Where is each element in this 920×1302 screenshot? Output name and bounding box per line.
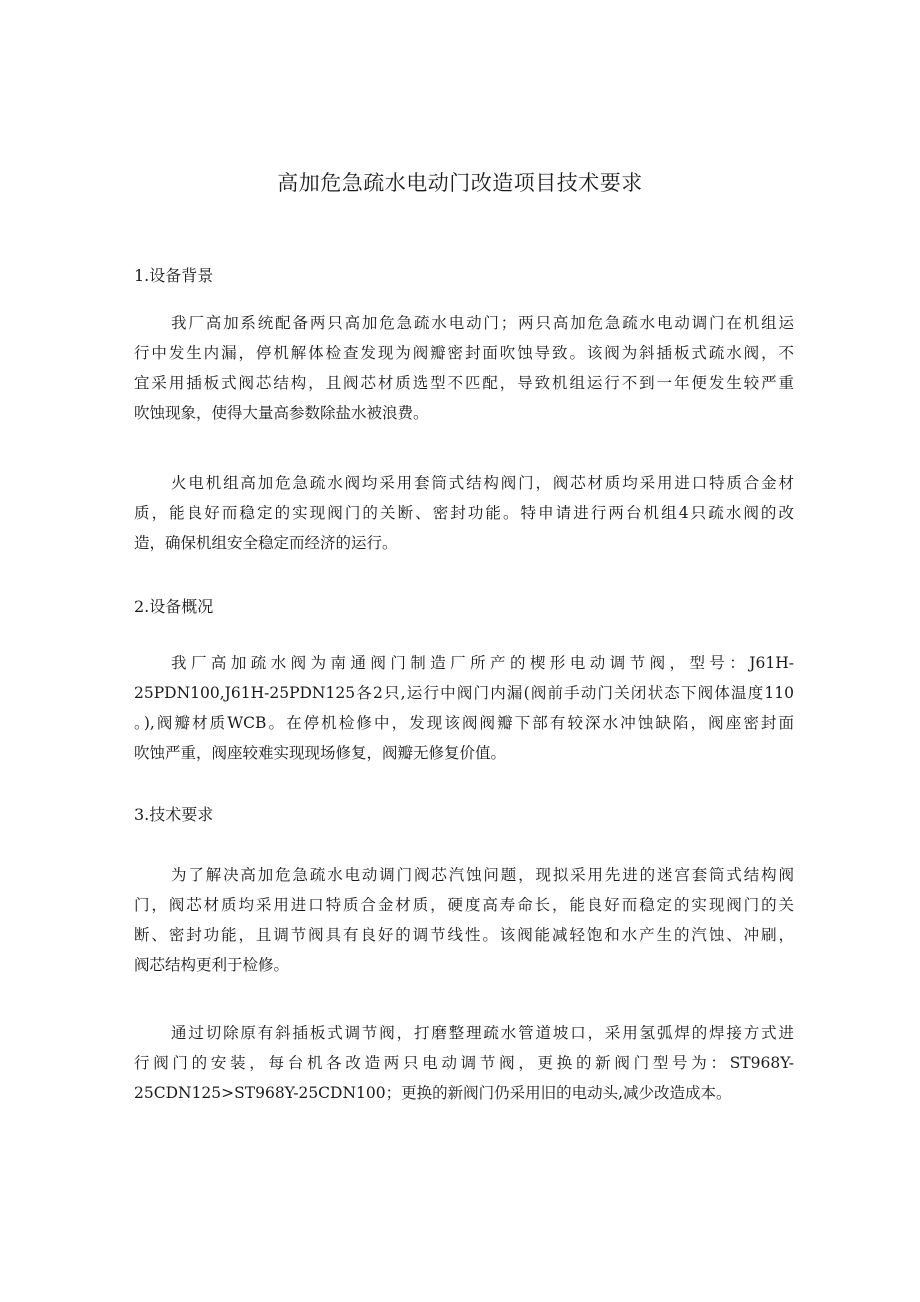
paragraph-background-2 [134, 468, 794, 558]
paragraph-requirements-1 [134, 860, 794, 980]
document-title: 高加危急疏水电动门改造项目技术要求 [277, 171, 643, 195]
paragraph-line: 门，阀芯材质均采用进口特质合金材质，硬度高寿命长，能良好而稳定的实现阀门的关 [134, 896, 794, 914]
paragraph-line: 为了解决高加危急疏水电动调门阀芯汽蚀问题，现拟采用先进的迷宫套筒式结构阀 [171, 866, 794, 884]
paragraph-line: 断、密封功能，且调节阀具有良好的调节线性。该阀能减轻饱和水产生的汽蚀、冲刷， [134, 926, 794, 944]
paragraph-line: 质，能良好而稳定的实现阀门的关断、密封功能。特申请进行两台机组4只疏水阀的改 [134, 504, 794, 522]
paragraph-line: 造，确保机组安全稳定而经济的运行。 [134, 534, 398, 552]
paragraph-overview-1 [134, 648, 794, 768]
paragraph-line: 25PDN100,J61H-25PDN125各2只,运行中阀门内漏(阀前手动门关闭状态下阀体温度110 [134, 684, 794, 702]
paragraph-line: 通过切除原有斜插板式调节阀，打磨整理疏水管道坡口，采用氢弧焊的焊接方式进 [171, 1024, 794, 1042]
section-heading-background: 1.设备背景 [134, 266, 214, 285]
paragraph-line: 25CDN125>ST968Y-25CDN100；更换的新阀门仍采用旧的电动头,减少改造成本。 [134, 1084, 732, 1102]
paragraph-line: 宜采用插板式阀芯结构，且阀芯材质选型不匹配，导致机组运行不到一年便发生较严重 [134, 374, 794, 392]
paragraph-line: 行中发生内漏，停机解体检查发现为阀瓣密封面吹蚀导致。该阀为斜插板式疏水阀，不 [134, 344, 794, 362]
paragraph-line: 阀芯结构更利于检修。 [134, 956, 290, 974]
section-heading-overview: 2.设备概况 [134, 597, 214, 616]
paragraph-background-1 [134, 308, 794, 428]
paragraph-line: 吹蚀现象，使得大量高参数除盐水被浪费。 [134, 404, 429, 422]
paragraph-line: 。),阀瓣材质WCB。在停机检修中，发现该阀阀瓣下部有较深水冲蚀缺陷，阀座密封面 [134, 714, 794, 732]
paragraph-line: 我厂高加疏水阀为南通阀门制造厂所产的楔形电动调节阀，型号：J61H- [171, 654, 794, 672]
paragraph-line: 我厂高加系统配备两只高加危急疏水电动门；两只高加危急疏水电动调门在机组运 [171, 314, 794, 332]
paragraph-line: 火电机组高加危急疏水阀均采用套筒式结构阀门，阀芯材质均采用进口特质合金材 [171, 474, 794, 492]
paragraph-line: 行阀门的安装，每台机各改造两只电动调节阀，更换的新阀门型号为：ST968Y- [134, 1054, 794, 1072]
paragraph-requirements-2 [134, 1018, 794, 1108]
paragraph-line: 吹蚀严重，阀座较难实现现场修复，阀瓣无修复价值。 [134, 744, 507, 762]
section-heading-requirements: 3.技术要求 [134, 805, 214, 824]
